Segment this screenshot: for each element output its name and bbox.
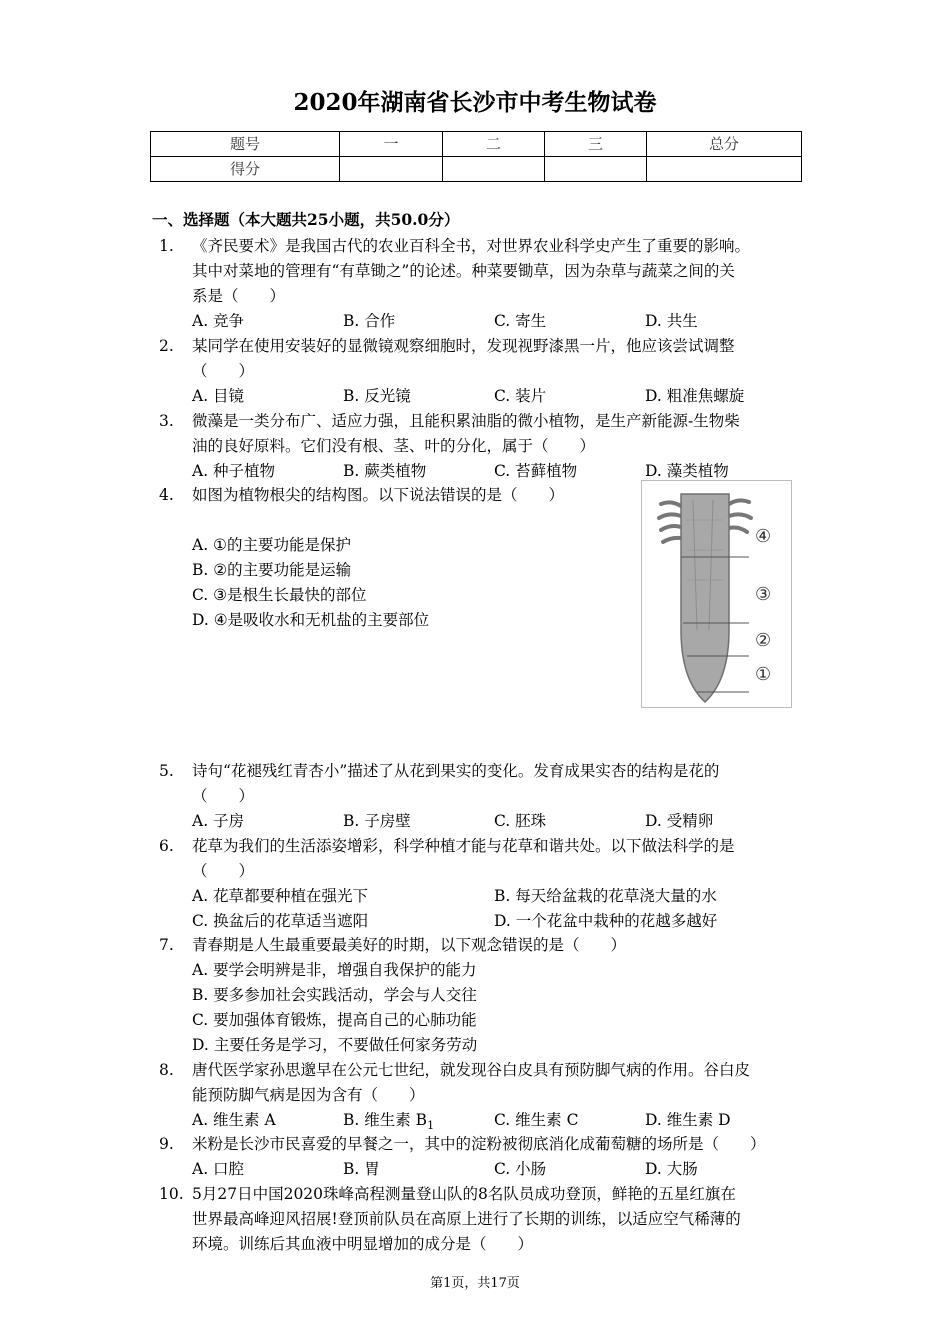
- option-a[interactable]: A. 竞争: [192, 312, 245, 330]
- option-b[interactable]: B. 合作: [343, 312, 396, 330]
- option-a[interactable]: A. 种子植物: [192, 462, 276, 480]
- question-number: 6.: [159, 837, 174, 855]
- question-number: 5.: [159, 762, 174, 780]
- question-text-line: （ ）: [192, 362, 255, 380]
- option-d[interactable]: D. 一个花盆中栽种的花越多越好: [494, 912, 718, 930]
- score-header-cell: 题号: [151, 132, 340, 157]
- question-number: 2.: [159, 337, 174, 355]
- option-c[interactable]: C. 换盆后的花草适当遮阳: [192, 912, 369, 930]
- question-number: 4.: [159, 486, 174, 504]
- option-b[interactable]: B. 子房壁: [343, 812, 411, 830]
- score-row-label: 得分: [151, 157, 340, 182]
- option-c[interactable]: C. 要加强体育锻炼，提高自己的心肺功能: [192, 1011, 477, 1029]
- question-text-line: （ ）: [192, 862, 255, 880]
- question-text-line: 诗句“花褪残红青杏小”描述了从花到果实的变化。发育成果实杏的结构是花的: [192, 762, 720, 780]
- question-text-line: （ ）: [192, 787, 255, 805]
- question-text-line: 能预防脚气病是因为含有（ ）: [192, 1086, 425, 1104]
- score-header-cell: 三: [545, 132, 647, 157]
- question-text-line: 世界最高峰迎风招展!登顶前队员在高原上进行了长期的训练，以适应空气稀薄的: [192, 1210, 741, 1228]
- figure-label: ②: [755, 630, 772, 651]
- question-text-line: 青春期是人生最重要最美好的时期，以下观念错误的是（ ）: [192, 936, 627, 954]
- figure-label: ④: [755, 526, 772, 547]
- question-number: 7.: [159, 936, 174, 954]
- question-text-line: 米粉是长沙市民喜爱的早餐之一，其中的淀粉被彻底消化成葡萄糖的场所是（ ）: [192, 1135, 766, 1153]
- option-c[interactable]: C. 寄生: [494, 312, 547, 330]
- option-c[interactable]: C. 维生素 C: [494, 1111, 579, 1129]
- option-c[interactable]: C. 装片: [494, 387, 547, 405]
- option-c[interactable]: C. ③是根生长最快的部位: [192, 586, 367, 604]
- option-b-text: B. 维生素 B: [343, 1111, 428, 1129]
- option-b[interactable]: B. 反光镜: [343, 387, 411, 405]
- option-b[interactable]: B. 蕨类植物: [343, 462, 427, 480]
- option-a[interactable]: A. 花草都要种植在强光下: [192, 887, 369, 905]
- question-text-line: 某同学在使用安装好的显微镜观察细胞时，发现视野漆黑一片，他应该尝试调整: [192, 337, 735, 355]
- option-d[interactable]: D. 藻类植物: [645, 462, 729, 480]
- question-number: 3.: [159, 412, 174, 430]
- score-header-cell: 一: [340, 132, 443, 157]
- score-cell[interactable]: [443, 157, 545, 182]
- question-number: 8.: [159, 1061, 174, 1079]
- option-d[interactable]: D. 粗准焦螺旋: [645, 387, 745, 405]
- option-d[interactable]: D. 共生: [645, 312, 698, 330]
- option-a[interactable]: A. 维生素 A: [192, 1111, 276, 1129]
- question-text-line: 环境。训练后其血液中明显增加的成分是（ ）: [192, 1235, 534, 1253]
- section-heading: 一、选择题（本大题共25小题，共50.0分）: [152, 210, 460, 229]
- option-a[interactable]: A. ①的主要功能是保护: [192, 536, 351, 554]
- option-b[interactable]: B. 每天给盆栽的花草浇大量的水: [494, 887, 717, 905]
- option-c[interactable]: C. 胚珠: [494, 812, 547, 830]
- score-header-cell: 二: [443, 132, 545, 157]
- question-text-line: 花草为我们的生活添姿增彩，科学种植才能与花草和谐共处。以下做法科学的是: [192, 837, 735, 855]
- figure-label: ①: [755, 664, 772, 685]
- option-a[interactable]: A. 目镜: [192, 387, 245, 405]
- score-header-cell: 总分: [647, 132, 802, 157]
- score-table: [150, 131, 802, 182]
- question-text-line: 唐代医学家孙思邈早在公元七世纪，就发现谷白皮具有预防脚气病的作用。谷白皮: [192, 1061, 751, 1079]
- question-text-line: 《齐民要术》是我国古代的农业百科全书，对世界农业科学史产生了重要的影响。: [192, 237, 751, 255]
- score-cell[interactable]: [545, 157, 647, 182]
- figure-label: ③: [755, 584, 772, 605]
- option-d[interactable]: D. 受精卵: [645, 812, 714, 830]
- root-tip-figure: [641, 480, 792, 708]
- question-text-line: 如图为植物根尖的结构图。以下说法错误的是（ ）: [192, 486, 565, 504]
- question-text-line: 其中对菜地的管理有“有草锄之”的论述。种菜要锄草，因为杂草与蔬菜之间的关: [192, 262, 735, 280]
- question-text-line: 微藻是一类分布广、适应力强，且能积累油脂的微小植物，是生产新能源-生物柴: [192, 412, 740, 430]
- question-number: 1.: [159, 237, 174, 255]
- option-d[interactable]: D. 主要任务是学习，不要做任何家务劳动: [192, 1036, 478, 1054]
- score-table-score-row: [151, 157, 802, 182]
- option-a[interactable]: A. 口腔: [192, 1160, 245, 1178]
- option-d[interactable]: D. 大肠: [645, 1160, 698, 1178]
- option-b[interactable]: B. ②的主要功能是运输: [192, 561, 352, 579]
- page-footer: 第1页，共17页: [430, 1276, 520, 1291]
- page-title: 2020年湖南省长沙市中考生物试卷: [293, 89, 657, 116]
- question-number: 9.: [159, 1135, 174, 1153]
- score-cell[interactable]: [340, 157, 443, 182]
- option-b-subscript: 1: [427, 1119, 435, 1133]
- question-text-line: 5月27日中国2020珠峰高程测量登山队的8名队员成功登顶，鲜艳的五星红旗在: [192, 1185, 736, 1203]
- score-cell[interactable]: [647, 157, 802, 182]
- option-a[interactable]: A. 子房: [192, 812, 245, 830]
- question-number: 10.: [159, 1185, 184, 1203]
- option-d[interactable]: D. 维生素 D: [645, 1111, 731, 1129]
- score-table-header-row: [151, 132, 802, 157]
- question-text-line: 油的良好原料。它们没有根、茎、叶的分化，属于（ ）: [192, 437, 596, 455]
- question-text-line: 系是（ ）: [192, 287, 286, 305]
- option-b[interactable]: B. 要多参加社会实践活动，学会与人交往: [192, 986, 477, 1004]
- option-b[interactable]: B. 胃: [343, 1160, 380, 1178]
- option-c[interactable]: C. 苔藓植物: [494, 462, 578, 480]
- option-a[interactable]: A. 要学会明辨是非，增强自我保护的能力: [192, 961, 477, 979]
- option-d[interactable]: D. ④是吸收水和无机盐的主要部位: [192, 611, 430, 629]
- option-c[interactable]: C. 小肠: [494, 1160, 547, 1178]
